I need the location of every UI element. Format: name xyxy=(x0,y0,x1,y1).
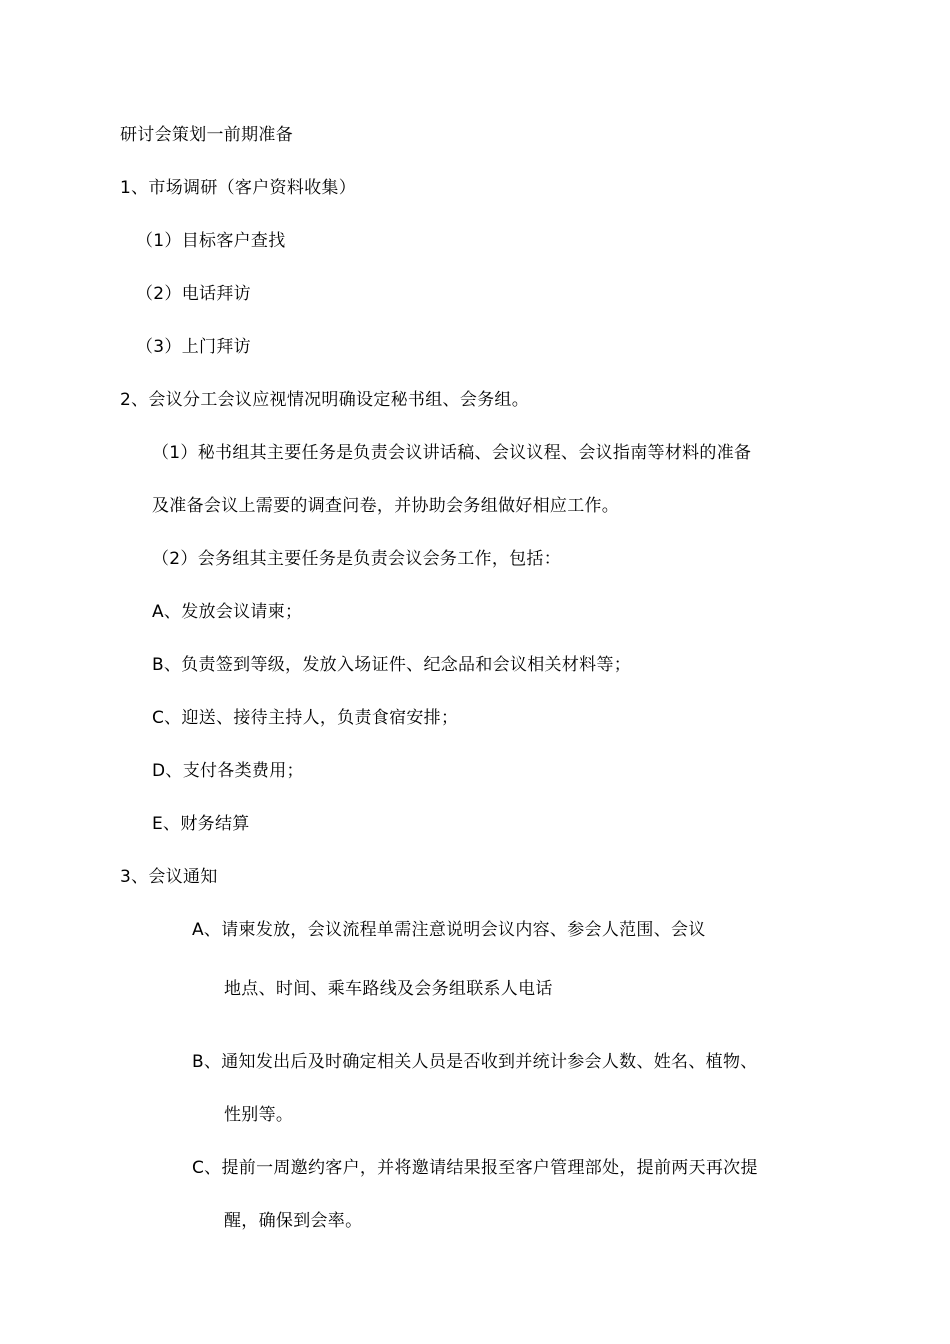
section2-task-e: E、财务结算 xyxy=(152,814,250,834)
document-title: 研讨会策划一前期准备 xyxy=(120,125,293,145)
section1-heading: 1、市场调研（客户资料收集） xyxy=(120,178,357,198)
section2-task-d: D、支付各类费用； xyxy=(152,761,304,781)
section2-task-c: C、迎送、接待主持人，负责食宿安排； xyxy=(152,708,459,728)
section2-heading: 2、会议分工会议应视情况明确设定秘书组、会务组。 xyxy=(120,390,530,410)
section3-heading: 3、会议通知 xyxy=(120,867,218,887)
section2-task-b: B、负责签到等级，发放入场证件、纪念品和会议相关材料等； xyxy=(152,655,632,675)
section3-c-line2: 醒，确保到会率。 xyxy=(224,1211,363,1231)
section2-item1-line1: （1）秘书组其主要任务是负责会议讲话稿、会议议程、会议指南等材料的准备 xyxy=(152,443,752,463)
section3-a-line2: 地点、时间、乘车路线及会务组联系人电话 xyxy=(224,979,553,999)
section2-item2: （2）会务组其主要任务是负责会议会务工作，包括： xyxy=(152,549,562,569)
section2-item1-line2: 及准备会议上需要的调查问卷，并协助会务组做好相应工作。 xyxy=(152,496,620,516)
section3-a-line1: A、请柬发放，会议流程单需注意说明会议内容、参会人范围、会议 xyxy=(192,920,706,940)
section3-b-line2: 性别等。 xyxy=(224,1105,294,1125)
section1-item-3: （3）上门拜访 xyxy=(136,337,251,357)
section3-b-line1: B、通知发出后及时确定相关人员是否收到并统计参会人数、姓名、植物、 xyxy=(192,1052,758,1072)
section3-c-line1: C、提前一周邀约客户，并将邀请结果报至客户管理部处，提前两天再次提 xyxy=(192,1158,758,1178)
section1-item-1: （1）目标客户查找 xyxy=(136,231,286,251)
section2-task-a: A、发放会议请柬； xyxy=(152,602,303,622)
section1-item-2: （2）电话拜访 xyxy=(136,284,251,304)
